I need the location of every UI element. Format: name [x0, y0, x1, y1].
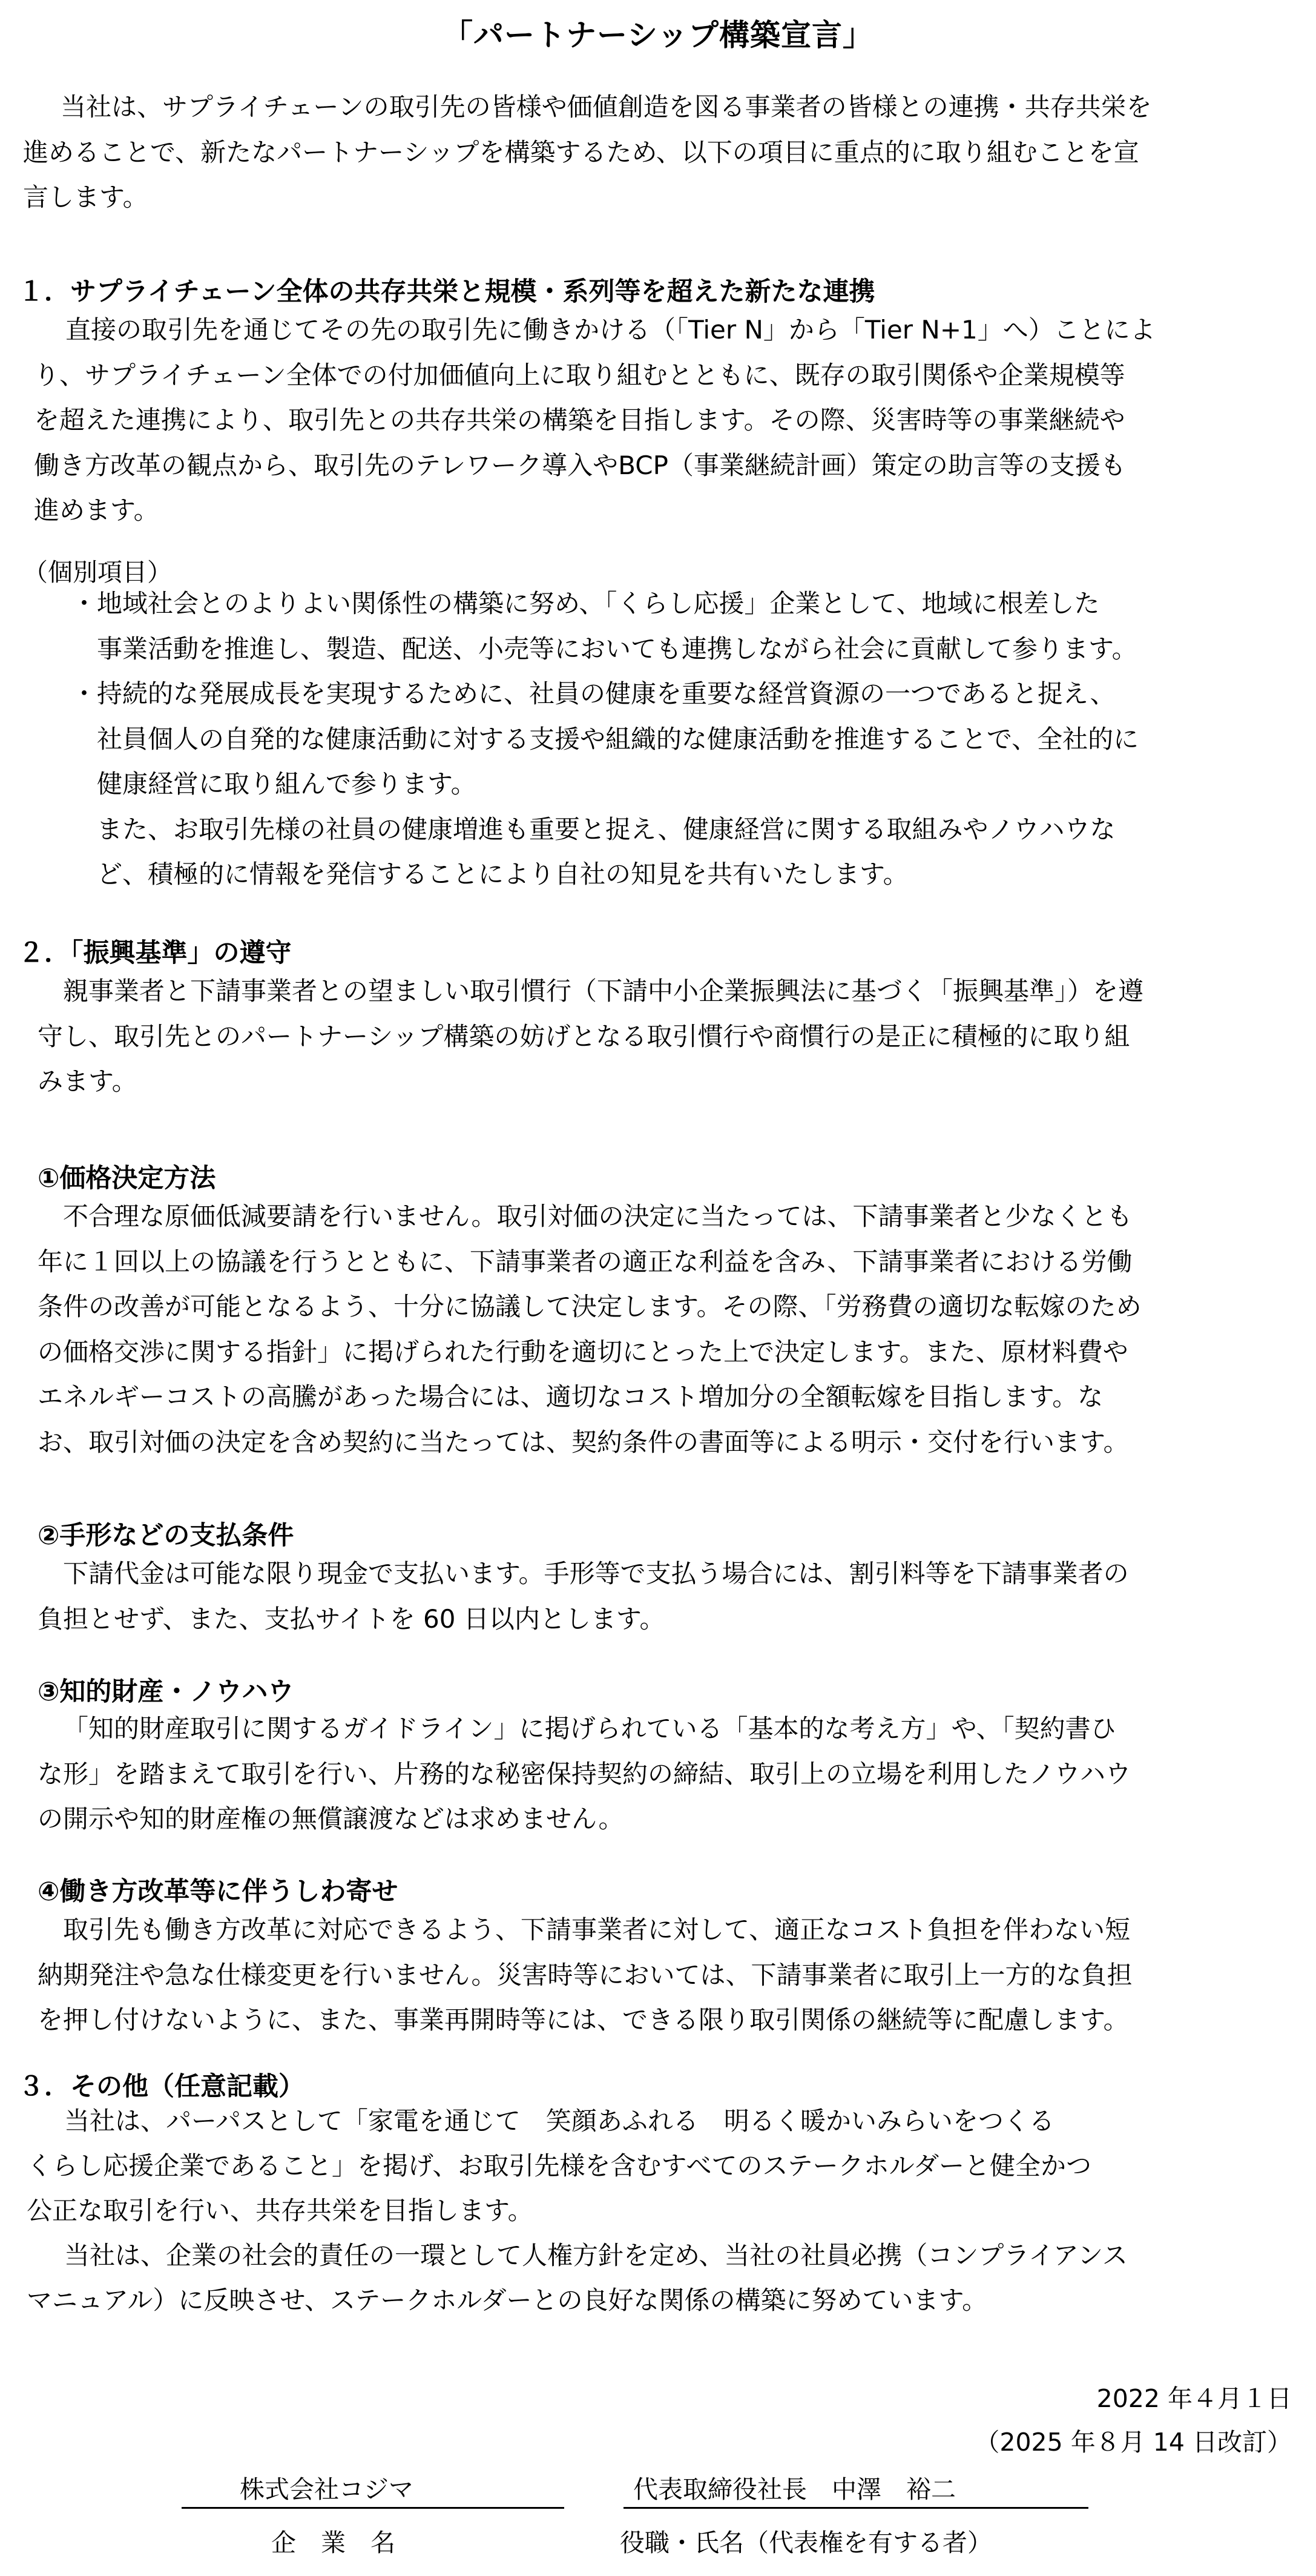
intro-line: 当社は、サプライチェーンの取引先の皆様や価値創造を図る事業者の皆様との連携・共存共栄を: [61, 92, 1152, 122]
section3-line: 公正な取引を行い、共存共栄を目指します。: [27, 2196, 533, 2225]
sub3-line: 「知的財産取引に関するガイドライン」に掲げられている「基本的な考え方」や、「契約書ひ: [63, 1714, 1116, 1743]
section3-line: くらし応援企業であること」を掲げ、お取引先様を含むすべてのステークホルダーと健全かつ: [27, 2151, 1091, 2181]
sub2-body: [38, 1551, 1129, 1642]
section1-heading: １．サプライチェーン全体の共存共栄と規模・系列等を超えた新たな連携: [18, 277, 875, 307]
sub3-body: [38, 1706, 1131, 1842]
sub1-body: [38, 1194, 1142, 1465]
section2-body: [38, 969, 1143, 1105]
sub1-line: 不合理な原価低減要請を行いません。取引対価の決定に当たっては、下請事業者と少なくとも: [63, 1201, 1133, 1231]
sub3-heading: ③知的財産・ノウハウ: [38, 1677, 294, 1707]
section1-body: [34, 308, 1156, 533]
representative-value: 代表取締役社長 中澤 裕二: [633, 2475, 956, 2504]
intro-paragraph: [23, 85, 1152, 220]
section2-line: 親事業者と下請事業者との望ましい取引慣行（下請中小企業振興法に基づく「振興基準」）を遵: [63, 976, 1144, 1006]
intro-line: 言します。: [23, 182, 148, 212]
revision-date: （2025 年８月 14 日改訂）: [975, 2428, 1292, 2457]
sub2-heading: ②手形などの支払条件: [38, 1521, 294, 1551]
sub4-line: 取引先も働き方改革に対応できるよう、下請事業者に対して、適正なコスト負担を伴わない短: [63, 1915, 1131, 1944]
sub1-line: お、取引対価の決定を含め契約に当たっては、契約条件の書面等による明示・交付を行います。: [38, 1427, 1129, 1457]
sub1-heading: ①価格決定方法: [38, 1163, 216, 1194]
section2-line: みます。: [38, 1066, 137, 1096]
individual-item-line: ・持続的な発展成長を実現するために、社員の健康を重要な経営資源の一つであると捉え、: [71, 679, 1116, 708]
sub1-line: 条件の改善が可能となるよう、十分に協議して決定します。その際、「労務費の適切な転嫁のため: [38, 1292, 1142, 1321]
sub2-line: 負担とせず、また、支払サイトを 60 日以内とします。: [38, 1603, 665, 1634]
intro-line: 進めることで、新たなパートナーシップを構築するため、以下の項目に重点的に取り組むことを宣: [23, 137, 1139, 167]
section1-line: 進めます。: [34, 495, 159, 525]
section3-heading: ３．その他（任意記載）: [18, 2072, 304, 2102]
document-title: 「パートナーシップ構築宣言」: [443, 18, 873, 53]
individual-item-line: ・地域社会とのよりよい関係性の構築に努め、「くらし応援」企業として、地域に根差した: [71, 589, 1100, 618]
individual-item-line: 社員個人の自発的な健康活動に対する支援や組織的な健康活動を推進することで、全社的に: [97, 724, 1139, 754]
individual-items-label: （個別項目）: [23, 558, 172, 587]
company-name-label: 企 業 名: [271, 2528, 395, 2557]
representative-underline: [623, 2507, 1088, 2509]
sub1-line: の価格交渉に関する指針」に掲げられた行動を適切にとった上で決定します。また、原材料費や: [38, 1336, 1128, 1367]
individual-item-line: また、お取引先様の社員の健康増進も重要と捉え、健康経営に関する取組みやノウハウな: [97, 814, 1116, 844]
sub3-line: な形」を踏まえて取引を行い、片務的な秘密保持契約の締結、取引上の立場を利用したノウハウ: [38, 1759, 1131, 1789]
sub4-heading: ④働き方改革等に伴うしわ寄せ: [38, 1877, 398, 1907]
sub1-line: エネルギーコストの高騰があった場合には、適切なコスト増加分の全額転嫁を目指します。な: [38, 1382, 1104, 1412]
sub4-body: [38, 1907, 1133, 2043]
individual-items-list: [71, 581, 1139, 897]
section2-heading: ２．「振興基準」の遵守: [18, 938, 292, 968]
section3-body: [27, 2099, 1128, 2323]
individual-item-line: ど、積極的に情報を発信することにより自社の知見を共有いたします。: [97, 859, 909, 889]
company-name-underline: [182, 2507, 564, 2509]
section1-line: 直接の取引先を通じてその先の取引先に働きかける（「Tier N」から「Tier N+1」へ）ことによ: [65, 315, 1156, 345]
section1-line: 働き方改革の観点から、取引先のテレワーク導入やBCP（事業継続計画）策定の助言等の支援も: [34, 450, 1126, 480]
declaration-date: 2022 年４月１日: [1096, 2384, 1292, 2413]
company-name-value: 株式会社コジマ: [240, 2475, 413, 2504]
sub4-line: 納期発注や急な仕様変更を行いません。災害時等においては、下請事業者に取引上一方的な負担: [38, 1960, 1133, 1990]
individual-item-line: 健康経営に取り組んで参ります。: [97, 769, 476, 799]
sub1-line: 年に１回以上の協議を行うとともに、下請事業者の適正な利益を含み、下請事業者における労働: [38, 1246, 1133, 1276]
sub4-line: を押し付けないように、また、事業再開時等には、できる限り取引関係の継続等に配慮します。: [38, 2005, 1129, 2035]
sub2-line: 下請代金は可能な限り現金で支払います。手形等で支払う場合には、割引料等を下請事業者の: [63, 1559, 1129, 1588]
sub3-line: の開示や知的財産権の無償譲渡などは求めません。: [38, 1804, 624, 1834]
representative-label: 役職・氏名（代表権を有する者）: [620, 2528, 992, 2557]
section1-line: り、サプライチェーン全体での付加価値向上に取り組むとともに、既存の取引関係や企業規模等: [34, 360, 1125, 390]
section3-line: 当社は、企業の社会的責任の一環として人権方針を定め、当社の社員必携（コンプライアンス: [64, 2241, 1128, 2270]
section1-line: を超えた連携により、取引先との共存共栄の構築を目指します。その際、災害時等の事業継続や: [34, 405, 1125, 435]
section3-line: 当社は、パーパスとして「家電を通じて 笑顔あふれる 明るく暖かいみらいをつくる: [64, 2106, 1054, 2136]
individual-item-line: 事業活動を推進し、製造、配送、小売等においても連携しながら社会に貢献して参ります。: [97, 633, 1137, 664]
section2-line: 守し、取引先とのパートナーシップ構築の妨げとなる取引慣行や商慣行の是正に積極的に取り組: [38, 1021, 1130, 1051]
section3-line: マニュアル）に反映させ、ステークホルダーとの良好な関係の構築に努めています。: [27, 2285, 988, 2315]
